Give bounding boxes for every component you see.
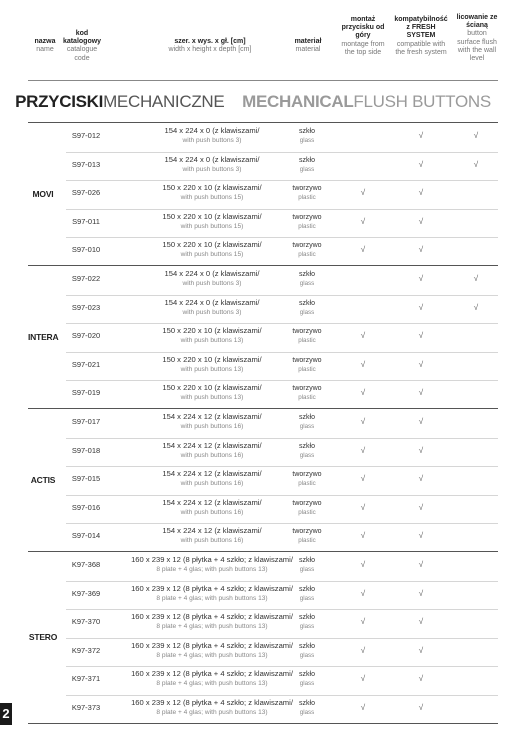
product-group bbox=[28, 551, 498, 724]
material-en: glass bbox=[299, 423, 315, 430]
material bbox=[282, 299, 332, 317]
material-en: plastic bbox=[298, 508, 316, 516]
mount-check-icon: √ bbox=[360, 417, 366, 426]
product-group bbox=[28, 122, 498, 266]
dimensions-pl: 160 x 239 x 12 (8 płytka + 4 szkło; z klawiszami/ bbox=[131, 640, 293, 650]
material-pl: szkło bbox=[299, 442, 315, 450]
material bbox=[282, 184, 332, 202]
dimensions-pl: 154 x 224 x 0 (z klawiszami/ bbox=[164, 297, 260, 307]
dimensions-pl: 160 x 239 x 12 (8 płytka + 4 szkło; z klawiszami/ bbox=[131, 612, 293, 622]
header-mount bbox=[340, 16, 386, 57]
catalogue-code: K97-368 bbox=[71, 560, 101, 569]
row-divider bbox=[66, 695, 498, 696]
catalogue-code: K97-373 bbox=[71, 703, 101, 712]
material-en: glass bbox=[299, 709, 315, 716]
dimensions-en: with push buttons 16) bbox=[180, 423, 244, 430]
catalogue-code: S97-011 bbox=[72, 216, 100, 226]
compat-check-icon: √ bbox=[418, 274, 424, 283]
dimensions-en: with push buttons 16) bbox=[180, 480, 244, 488]
table-row bbox=[28, 266, 498, 294]
material bbox=[282, 670, 332, 688]
material-en: glass bbox=[299, 137, 315, 144]
row-divider bbox=[66, 180, 498, 181]
material-pl: szkło bbox=[299, 700, 315, 707]
compat-check-icon: √ bbox=[418, 245, 424, 255]
page-number: 2 bbox=[0, 703, 12, 725]
material-pl: szkło bbox=[299, 585, 315, 593]
header-material-pl: materiał bbox=[294, 38, 322, 45]
dimensions-pl: 150 x 220 x 10 (z klawiszami/ bbox=[162, 354, 262, 364]
dimensions-pl: 154 x 224 x 12 (z klawiszami/ bbox=[162, 440, 262, 450]
dimensions-en: with push buttons 15) bbox=[180, 194, 244, 202]
catalogue-code: S97-022 bbox=[71, 274, 101, 283]
row-divider bbox=[66, 380, 498, 381]
catalogue-code: S97-019 bbox=[71, 388, 101, 398]
table-row bbox=[28, 409, 498, 437]
dimensions-en: 8 plate + 4 glas; with push buttons 13) bbox=[156, 566, 268, 573]
row-divider bbox=[66, 609, 498, 610]
title-pl-light: MECHANICZNE bbox=[103, 92, 225, 111]
compat-check-icon: √ bbox=[418, 474, 424, 484]
catalogue-code: K97-370 bbox=[71, 617, 101, 627]
header-code-pl: kod katalogowy bbox=[62, 30, 102, 46]
header-dims bbox=[120, 38, 300, 54]
header-code bbox=[62, 30, 102, 63]
flush-check-icon: √ bbox=[473, 274, 479, 283]
compat-check-icon: √ bbox=[418, 216, 424, 226]
catalogue-code: K97-372 bbox=[71, 645, 101, 655]
row-divider bbox=[66, 438, 498, 439]
catalogue-code: K97-369 bbox=[71, 588, 101, 598]
row-divider bbox=[66, 152, 498, 153]
dimensions-en: with push buttons 3) bbox=[182, 137, 242, 144]
dimensions-en: with push buttons 16) bbox=[180, 451, 244, 459]
dimensions-en: 8 plate + 4 glas; with push buttons 13) bbox=[156, 680, 268, 688]
dimensions-en: with push buttons 13) bbox=[180, 365, 244, 373]
material bbox=[282, 613, 332, 631]
header-flush-pl: licowanie ze ścianą bbox=[456, 14, 498, 30]
dimensions-pl: 150 x 220 x 10 (z klawiszami/ bbox=[162, 240, 262, 250]
compat-check-icon: √ bbox=[418, 359, 424, 369]
catalogue-code: S97-023 bbox=[71, 302, 101, 312]
group-name: ACTIS bbox=[30, 474, 56, 485]
header-mount-en: montage from the top side bbox=[341, 40, 385, 56]
catalogue-code: S97-014 bbox=[71, 531, 101, 541]
row-divider bbox=[66, 237, 498, 238]
header-material-en: material bbox=[295, 46, 321, 54]
material-en: plastic bbox=[298, 251, 316, 259]
header-material bbox=[285, 38, 331, 54]
material-pl: szkło bbox=[299, 614, 315, 622]
dimensions-en: with push buttons 16) bbox=[180, 537, 244, 545]
header-compat-pl: kompatybilność z FRESH SYSTEM bbox=[394, 16, 448, 40]
material-en: plastic bbox=[298, 194, 316, 202]
material-en: glass bbox=[299, 651, 315, 659]
mount-check-icon: √ bbox=[360, 703, 366, 712]
material bbox=[282, 156, 332, 174]
mount-check-icon: √ bbox=[360, 445, 366, 455]
mount-check-icon: √ bbox=[360, 502, 366, 512]
compat-check-icon: √ bbox=[418, 674, 424, 684]
header-flush-en: button surface flush with the wall level bbox=[457, 30, 497, 63]
dimensions-pl: 160 x 239 x 12 (8 płytka + 4 szkło; z klawiszami/ bbox=[131, 698, 293, 707]
table-row bbox=[28, 523, 498, 551]
title-en-bold: MECHANICAL bbox=[242, 92, 354, 111]
material bbox=[282, 213, 332, 231]
material-en: plastic bbox=[298, 365, 316, 373]
material-en: glass bbox=[299, 280, 315, 287]
compat-check-icon: √ bbox=[418, 188, 424, 198]
group-name: MOVI bbox=[32, 188, 54, 199]
compat-check-icon: √ bbox=[418, 502, 424, 512]
compat-check-icon: √ bbox=[418, 617, 424, 627]
material-pl: szkło bbox=[299, 671, 315, 679]
mount-check-icon: √ bbox=[360, 359, 366, 369]
compat-check-icon: √ bbox=[418, 417, 424, 426]
material bbox=[282, 270, 332, 288]
material bbox=[282, 556, 332, 574]
dimensions-pl: 160 x 239 x 12 (8 płytka + 4 szkło; z klawiszami/ bbox=[131, 555, 293, 564]
compat-check-icon: √ bbox=[418, 302, 424, 312]
dimensions-en: 8 plate + 4 glas; with push buttons 13) bbox=[156, 623, 268, 631]
material bbox=[282, 127, 332, 145]
table-row bbox=[28, 552, 498, 580]
catalogue-code: S97-020 bbox=[71, 331, 101, 341]
table-row bbox=[28, 438, 498, 466]
material bbox=[282, 327, 332, 345]
dimensions-pl: 154 x 224 x 12 (z klawiszami/ bbox=[162, 469, 262, 479]
material-en: plastic bbox=[298, 337, 316, 345]
dimensions-pl: 150 x 220 x 10 (z klawiszami/ bbox=[162, 211, 262, 221]
catalogue-code: K97-371 bbox=[71, 674, 101, 684]
material-pl: szkło bbox=[299, 128, 315, 135]
dimensions-pl: 154 x 224 x 12 (z klawiszami/ bbox=[162, 526, 262, 536]
material bbox=[282, 642, 332, 660]
dimensions-pl: 150 x 220 x 10 (z klawiszami/ bbox=[162, 183, 262, 193]
table-row bbox=[28, 237, 498, 265]
material-pl: tworzywo bbox=[292, 471, 322, 479]
mount-check-icon: √ bbox=[360, 617, 366, 627]
row-divider bbox=[66, 523, 498, 524]
catalogue-code: S97-021 bbox=[71, 359, 101, 369]
catalogue-code: S97-012 bbox=[71, 131, 101, 140]
material-pl: szkło bbox=[299, 299, 315, 307]
row-divider bbox=[66, 666, 498, 667]
dimensions-en: 8 plate + 4 glas; with push buttons 13) bbox=[156, 709, 268, 716]
catalogue-code: S97-016 bbox=[71, 502, 101, 512]
header-code-en: catalogue code bbox=[66, 46, 98, 62]
mount-check-icon: √ bbox=[360, 216, 366, 226]
material-en: glass bbox=[299, 623, 315, 631]
material bbox=[282, 499, 332, 517]
row-divider bbox=[66, 323, 498, 324]
table-row bbox=[28, 581, 498, 609]
material-en: glass bbox=[299, 566, 315, 573]
header-compat-en: compatible with the fresh system bbox=[395, 40, 447, 56]
table-row bbox=[28, 209, 498, 237]
material bbox=[282, 470, 332, 488]
table-row bbox=[28, 380, 498, 408]
compat-check-icon: √ bbox=[418, 588, 424, 598]
compat-check-icon: √ bbox=[418, 159, 424, 169]
header-mount-pl: montaż przycisku od góry bbox=[341, 16, 385, 40]
mount-check-icon: √ bbox=[360, 674, 366, 684]
material-en: plastic bbox=[298, 222, 316, 230]
table-row bbox=[28, 495, 498, 523]
material-en: glass bbox=[299, 308, 315, 316]
material bbox=[282, 527, 332, 545]
catalogue-code: S97-017 bbox=[71, 417, 101, 426]
compat-check-icon: √ bbox=[418, 331, 424, 341]
table-row bbox=[28, 638, 498, 666]
material bbox=[282, 442, 332, 460]
header-name-pl: nazwa bbox=[34, 38, 56, 45]
material-pl: tworzywo bbox=[292, 328, 322, 336]
material bbox=[282, 699, 332, 717]
dimensions-en: with push buttons 3) bbox=[182, 165, 242, 173]
header-rule bbox=[28, 80, 498, 81]
dimensions-pl: 150 x 220 x 10 (z klawiszami/ bbox=[162, 383, 262, 393]
dimensions-en: with push buttons 16) bbox=[180, 508, 244, 516]
mount-check-icon: √ bbox=[360, 188, 366, 198]
compat-check-icon: √ bbox=[418, 560, 424, 569]
material-pl: szkło bbox=[299, 271, 315, 278]
material-pl: tworzywo bbox=[292, 385, 322, 393]
table-row bbox=[28, 695, 498, 723]
table-row bbox=[28, 123, 498, 151]
table-row bbox=[28, 466, 498, 494]
header-name bbox=[30, 38, 60, 54]
mount-check-icon: √ bbox=[360, 474, 366, 484]
group-name: INTERA bbox=[28, 331, 59, 342]
row-divider bbox=[66, 638, 498, 639]
flush-check-icon: √ bbox=[473, 302, 479, 312]
dimensions-en: with push buttons 3) bbox=[182, 308, 242, 316]
material-en: plastic bbox=[298, 394, 316, 402]
row-divider bbox=[66, 352, 498, 353]
row-divider bbox=[66, 581, 498, 582]
material-en: glass bbox=[299, 680, 315, 688]
dimensions-en: with push buttons 15) bbox=[180, 222, 244, 230]
material bbox=[282, 356, 332, 374]
product-group bbox=[28, 265, 498, 409]
dimensions-en: 8 plate + 4 glas; with push buttons 13) bbox=[156, 651, 268, 659]
mount-check-icon: √ bbox=[360, 645, 366, 655]
material-en: plastic bbox=[298, 537, 316, 545]
material-pl: szkło bbox=[299, 414, 315, 421]
product-group bbox=[28, 408, 498, 552]
material-en: glass bbox=[299, 594, 315, 602]
header-compat bbox=[393, 16, 449, 57]
table-row bbox=[28, 152, 498, 180]
material bbox=[282, 384, 332, 402]
material-pl: tworzywo bbox=[292, 499, 322, 507]
compat-check-icon: √ bbox=[418, 131, 424, 140]
title-pl-bold: PRZYCISKI bbox=[15, 92, 104, 111]
dimensions-en: with push buttons 13) bbox=[180, 337, 244, 345]
mount-check-icon: √ bbox=[360, 560, 366, 569]
material-pl: szkło bbox=[299, 156, 315, 164]
material-en: glass bbox=[299, 451, 315, 459]
compat-check-icon: √ bbox=[418, 445, 424, 455]
row-divider bbox=[66, 495, 498, 496]
material-pl: tworzywo bbox=[292, 185, 322, 193]
dimensions-pl: 150 x 220 x 10 (z klawiszami/ bbox=[162, 326, 262, 336]
mount-check-icon: √ bbox=[360, 245, 366, 255]
header-dims-pl: szer. x wys. x gł. [cm] bbox=[174, 38, 246, 45]
table-row bbox=[28, 323, 498, 351]
header-dims-en: width x height x depth [cm] bbox=[168, 46, 252, 54]
mount-check-icon: √ bbox=[360, 588, 366, 598]
dimensions-pl: 154 x 224 x 0 (z klawiszami/ bbox=[164, 269, 260, 278]
material-en: plastic bbox=[298, 480, 316, 488]
title-en-light: FLUSH BUTTONS bbox=[353, 92, 491, 111]
catalogue-code: S97-015 bbox=[71, 474, 101, 484]
table-row bbox=[28, 352, 498, 380]
dimensions-pl: 160 x 239 x 12 (8 płytka + 4 szkło; z klawiszami/ bbox=[131, 669, 293, 679]
catalogue-code: S97-010 bbox=[71, 245, 101, 255]
mount-check-icon: √ bbox=[360, 531, 366, 541]
mount-check-icon: √ bbox=[360, 388, 366, 398]
catalogue-code: S97-018 bbox=[71, 445, 101, 455]
dimensions-en: with push buttons 15) bbox=[180, 251, 244, 259]
header-name-en: name bbox=[36, 46, 54, 54]
table-row bbox=[28, 295, 498, 323]
table-row bbox=[28, 180, 498, 208]
material-pl: szkło bbox=[299, 557, 315, 564]
material-pl: tworzywo bbox=[292, 213, 322, 221]
dimensions-pl: 160 x 239 x 12 (8 płytka + 4 szkło; z klawiszami/ bbox=[131, 583, 293, 593]
dimensions-en: with push buttons 13) bbox=[180, 394, 244, 402]
table-row bbox=[28, 609, 498, 637]
row-divider bbox=[66, 295, 498, 296]
page-title bbox=[0, 92, 506, 112]
table-row bbox=[28, 666, 498, 694]
header-flush bbox=[456, 14, 498, 63]
material-pl: tworzywo bbox=[292, 242, 322, 250]
table-header bbox=[0, 0, 506, 80]
compat-check-icon: √ bbox=[418, 531, 424, 541]
row-divider bbox=[66, 209, 498, 210]
flush-check-icon: √ bbox=[473, 131, 479, 140]
catalogue-code: S97-026 bbox=[71, 188, 101, 198]
material bbox=[282, 585, 332, 603]
material bbox=[282, 413, 332, 431]
row-divider bbox=[66, 466, 498, 467]
material-pl: tworzywo bbox=[292, 356, 322, 364]
table-end-rule bbox=[28, 723, 498, 724]
dimensions-en: 8 plate + 4 glas; with push buttons 13) bbox=[156, 594, 268, 602]
material-pl: szkło bbox=[299, 642, 315, 650]
material-en: glass bbox=[299, 165, 315, 173]
dimensions-pl: 154 x 224 x 0 (z klawiszami/ bbox=[164, 126, 260, 135]
dimensions-pl: 154 x 224 x 12 (z klawiszami/ bbox=[162, 497, 262, 507]
flush-check-icon: √ bbox=[473, 159, 479, 169]
dimensions-en: with push buttons 3) bbox=[182, 280, 242, 287]
group-name: STERO bbox=[28, 631, 58, 642]
compat-check-icon: √ bbox=[418, 645, 424, 655]
compat-check-icon: √ bbox=[418, 388, 424, 398]
mount-check-icon: √ bbox=[360, 331, 366, 341]
material bbox=[282, 241, 332, 259]
dimensions-pl: 154 x 224 x 0 (z klawiszami/ bbox=[164, 154, 260, 164]
material-pl: tworzywo bbox=[292, 528, 322, 536]
compat-check-icon: √ bbox=[418, 703, 424, 712]
dimensions-pl: 154 x 224 x 12 (z klawiszami/ bbox=[162, 412, 262, 421]
catalogue-code: S97-013 bbox=[71, 159, 101, 169]
